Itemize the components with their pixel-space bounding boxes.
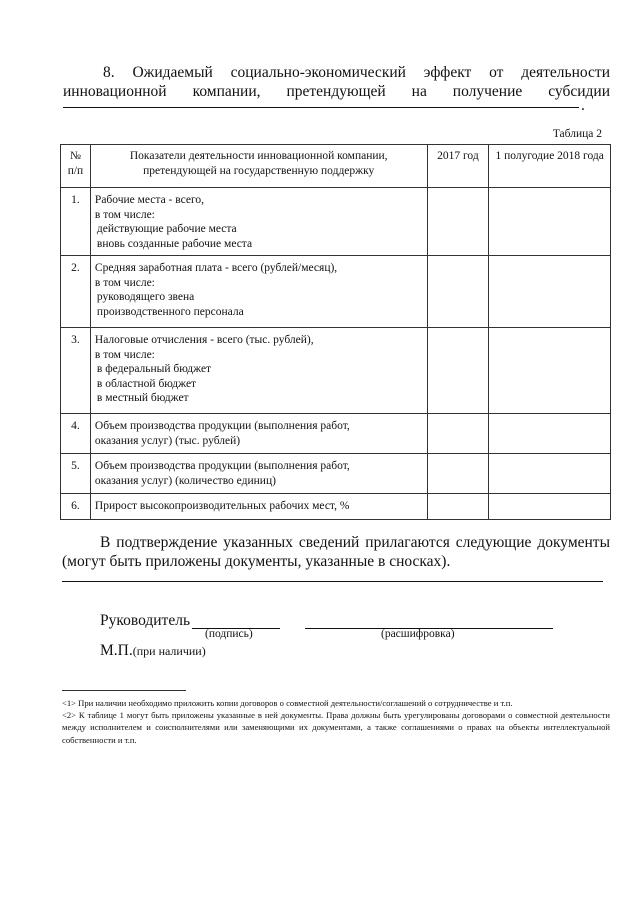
- header-num: № п/п: [61, 145, 91, 188]
- table-row: [61, 188, 611, 256]
- value-2017-cell[interactable]: [427, 414, 489, 454]
- attachments-paragraph: [62, 533, 610, 582]
- indicator-line: производственного персонала: [96, 305, 244, 318]
- signature-caption: (подпись): [205, 628, 253, 640]
- row-number: 2.: [61, 256, 91, 328]
- indicator-line: в том числе:: [94, 276, 155, 289]
- table-row: [61, 256, 611, 328]
- indicator-line: в областной бюджет: [96, 377, 197, 390]
- blank-fill-line: [63, 107, 579, 108]
- table-row: [61, 454, 611, 494]
- value-2018-h1-cell[interactable]: [489, 414, 611, 454]
- indicator-line: Объем производства продукции (выполнения работ,: [94, 420, 350, 432]
- value-2018-h1-cell[interactable]: [489, 256, 611, 328]
- value-2017-cell[interactable]: [427, 256, 489, 328]
- indicator-line: Средняя заработная плата - всего (рублей/месяц),: [94, 262, 338, 274]
- value-2018-h1-cell[interactable]: [489, 328, 611, 414]
- footnote-1: <1> При наличии необходимо приложить копии договоров о совместной деятельности/соглашений о сотрудничестве и т.п.: [62, 698, 513, 708]
- table-row: [61, 494, 611, 520]
- value-2017-cell[interactable]: [427, 454, 489, 494]
- value-2017-cell[interactable]: [427, 188, 489, 256]
- header-indicator: Показатели деятельности инновационной компании, претендующей на государственную поддержку: [90, 145, 427, 188]
- row-number: 1.: [61, 188, 91, 256]
- indicator-line: в том числе:: [94, 348, 155, 361]
- footnote-separator: [62, 690, 186, 691]
- table-caption: Таблица 2: [552, 128, 602, 140]
- indicator-line: действующие рабочие места: [96, 223, 237, 235]
- footnotes: [62, 697, 610, 746]
- section-heading: [63, 63, 610, 115]
- indicator-line: Объем производства продукции (выполнения работ,: [94, 460, 350, 472]
- row-number: 6.: [61, 494, 91, 520]
- value-2018-h1-cell[interactable]: [489, 494, 611, 520]
- row-indicator: [90, 188, 427, 256]
- indicator-line: в том числе:: [94, 208, 155, 221]
- indicator-line: Рабочие места - всего,: [94, 194, 205, 206]
- indicator-line: Налоговые отчисления - всего (тыс. рублей),: [94, 334, 314, 346]
- header-2018-h1: 1 полугодие 2018 года: [489, 145, 611, 188]
- header-2017: 2017 год: [427, 145, 489, 188]
- attachments-line-1: В подтверждение указанных сведений прилагаются следующие документы: [100, 534, 610, 551]
- indicator-line: руководящего звена: [96, 291, 195, 303]
- heading-line-1: 8. Ожидаемый социально-экономический эффект от деятельности: [103, 64, 610, 81]
- row-indicator: [90, 328, 427, 414]
- row-number: 4.: [61, 414, 91, 454]
- decoding-caption: (расшифровка): [381, 628, 455, 640]
- indicator-line: вновь созданные рабочие места: [96, 237, 253, 250]
- heading-line-3: [63, 97, 610, 115]
- seal-mark: М.П.: [100, 642, 133, 659]
- table-row: [61, 328, 611, 414]
- row-number: 5.: [61, 454, 91, 494]
- table-row: [61, 414, 611, 454]
- indicators-table: [60, 144, 611, 520]
- heading-end-dot: .: [581, 97, 585, 114]
- heading-line-2: инновационной компании, претендующей на получение субсидии: [63, 83, 610, 100]
- row-indicator: [90, 256, 427, 328]
- row-indicator: [90, 454, 427, 494]
- row-indicator: [90, 494, 427, 520]
- row-number: 3.: [61, 328, 91, 414]
- value-2018-h1-cell[interactable]: [489, 188, 611, 256]
- indicator-line: оказания услуг) (тыс. рублей): [94, 434, 241, 447]
- row-indicator: [90, 414, 427, 454]
- seal-label: [100, 642, 206, 660]
- value-2018-h1-cell[interactable]: [489, 454, 611, 494]
- value-2017-cell[interactable]: [427, 494, 489, 520]
- seal-note: (при наличии): [132, 644, 206, 658]
- indicator-line: Прирост высокопроизводительных рабочих мест, %: [94, 500, 350, 512]
- footnote-2: <2> К таблице 1 могут быть приложены указанные в ней документы. Права должны быть урегулированы договорами о совместной деятельности между исполнителем и соисполнителями или заменяющими их документами, а также соглашениями о правах на объекты интеллектуальной собственности и т.п.: [62, 710, 610, 745]
- table-header-row: [61, 145, 611, 188]
- indicator-line: в местный бюджет: [96, 392, 189, 404]
- attachments-fill-line: [62, 581, 603, 582]
- indicator-line: в федеральный бюджет: [96, 363, 212, 375]
- head-role-label: Руководитель: [100, 612, 191, 629]
- value-2017-cell[interactable]: [427, 328, 489, 414]
- indicator-line: оказания услуг) (количество единиц): [94, 474, 276, 487]
- attachments-line-2: (могут быть приложены документы, указанные в сносках).: [62, 553, 451, 570]
